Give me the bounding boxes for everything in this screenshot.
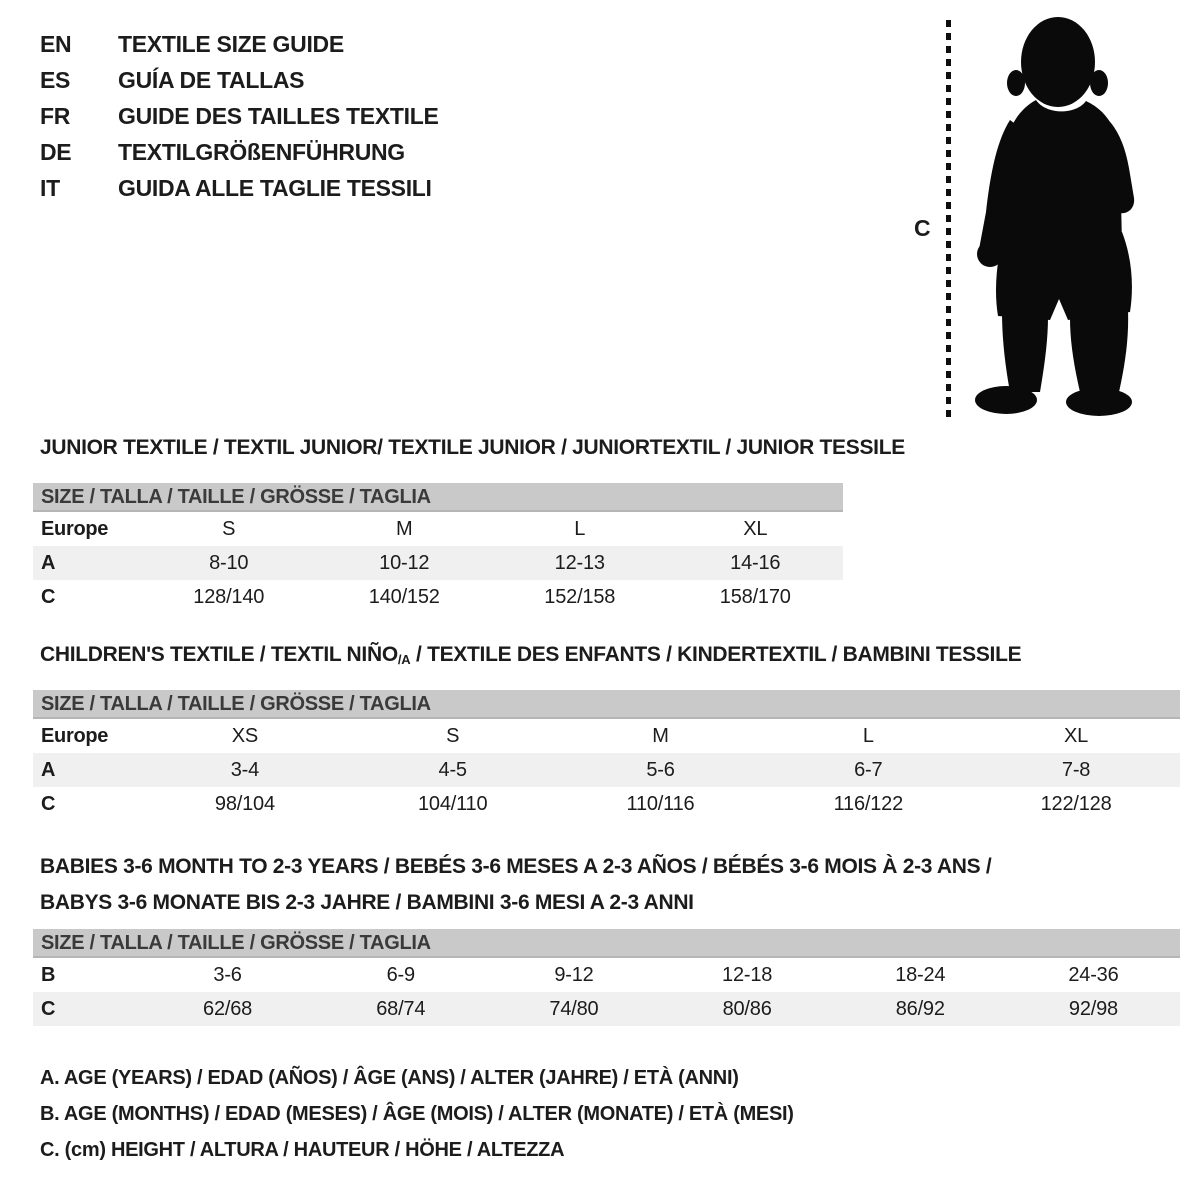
height-measure-dashed-line (946, 20, 951, 417)
table-cell: 68/74 (376, 997, 426, 1020)
babies-title-line1: BABIES 3-6 MONTH TO 2-3 YEARS / BEBÉS 3-6 MESES A 2-3 AÑOS / BÉBÉS 3-6 MOIS À 2-3 ANS / (40, 855, 992, 878)
size-header-bar: SIZE / TALLA / TAILLE / GRÖSSE / TAGLIA (33, 690, 1180, 719)
table-cell: 110/116 (626, 792, 695, 815)
table-cell: 7-8 (1061, 758, 1091, 781)
language-title: TEXTILE SIZE GUIDE (118, 31, 344, 57)
language-row-de (40, 134, 439, 170)
table-cell: 152/158 (544, 585, 616, 608)
row-label: A (41, 551, 56, 574)
language-title: GUÍA DE TALLAS (118, 67, 305, 93)
language-code: IT (40, 175, 60, 201)
language-row-it (40, 170, 439, 206)
table-cell: 80/86 (722, 997, 772, 1020)
table-cell: 104/110 (417, 792, 488, 815)
language-code: ES (40, 67, 71, 93)
table-cell: 116/122 (833, 792, 903, 815)
table-cell: 140/152 (368, 585, 440, 608)
table-cell: 86/92 (895, 997, 945, 1020)
table-cell: S (446, 724, 460, 747)
row-label: C (41, 792, 56, 815)
table-cell: 92/98 (1068, 997, 1118, 1020)
size-header-bar: SIZE / TALLA / TAILLE / GRÖSSE / TAGLIA (33, 929, 1180, 958)
table-row-c (33, 580, 843, 614)
table-cell: M (652, 724, 669, 747)
table-cell: 3-4 (230, 758, 260, 781)
table-cell: 12-13 (554, 551, 605, 574)
table-cell: 12-18 (722, 963, 773, 986)
row-label: C (41, 585, 56, 608)
language-title: GUIDA ALLE TAGLIE TESSILI (118, 175, 432, 201)
children-title-prefix: CHILDREN'S TEXTILE / TEXTIL NIÑO (40, 643, 398, 666)
babies-section-title (40, 849, 991, 921)
children-title-subscript: /A (397, 652, 411, 667)
table-cell: L (574, 517, 586, 540)
table-cell: 5-6 (646, 758, 675, 781)
table-cell: 74/80 (549, 997, 599, 1020)
size-header-bar: SIZE / TALLA / TAILLE / GRÖSSE / TAGLIA (33, 483, 843, 512)
table-row-europe (33, 719, 1180, 753)
language-title: TEXTILGRÖßENFÜHRUNG (118, 139, 405, 165)
table-cell: M (396, 517, 413, 540)
junior-section-title: JUNIOR TEXTILE / TEXTIL JUNIOR/ TEXTILE JUNIOR / JUNIORTEXTIL / JUNIOR TESSILE (40, 436, 905, 459)
language-code: EN (40, 31, 72, 57)
height-measure-label: C (914, 215, 931, 241)
language-row-en (40, 26, 439, 62)
children-size-table (33, 690, 1180, 821)
legend-line-age-months: B. AGE (MONTHS) / EDAD (MESES) / ÂGE (MOIS) / ALTER (MONATE) / ETÀ (MESI) (40, 1103, 794, 1125)
table-cell: 6-9 (386, 963, 415, 986)
table-cell: 98/104 (214, 792, 275, 815)
babies-size-table (33, 929, 1180, 1026)
language-row-fr (40, 98, 439, 134)
row-label: C (41, 997, 56, 1020)
table-row-a (33, 753, 1180, 787)
table-cell: 128/140 (193, 585, 265, 608)
language-code: DE (40, 139, 72, 165)
row-label: A (41, 758, 56, 781)
table-cell: XL (1064, 724, 1089, 747)
row-label: Europe (41, 517, 109, 540)
table-row-c (33, 992, 1180, 1026)
row-label: B (41, 963, 56, 986)
table-cell: 8-10 (209, 551, 249, 574)
table-cell: 4-5 (438, 758, 467, 781)
junior-size-table (33, 483, 843, 614)
table-cell: 9-12 (554, 963, 594, 986)
table-cell: 24-36 (1068, 963, 1119, 986)
table-cell: 10-12 (379, 551, 430, 574)
language-row-es (40, 62, 439, 98)
legend-line-height-cm: C. (cm) HEIGHT / ALTURA / HAUTEUR / HÖHE / ALTEZZA (40, 1139, 565, 1161)
babies-title-line2: BABYS 3-6 MONATE BIS 2-3 JAHRE / BAMBINI 3-6 MESI A 2-3 ANNI (40, 891, 694, 914)
children-title-suffix: / TEXTILE DES ENFANTS / KINDERTEXTIL / BAMBINI TESSILE (410, 643, 1022, 666)
language-code: FR (40, 103, 71, 129)
children-section-title (40, 643, 1021, 669)
table-row-europe (33, 512, 843, 546)
table-cell: XS (231, 724, 259, 747)
table-cell: 158/170 (719, 585, 791, 608)
legend-line-age-years: A. AGE (YEARS) / EDAD (AÑOS) / ÂGE (ANS) / ALTER (JAHRE) / ETÀ (ANNI) (40, 1067, 739, 1089)
table-cell: 6-7 (854, 758, 883, 781)
table-row-b (33, 958, 1180, 992)
table-cell: 122/128 (1040, 792, 1112, 815)
table-cell: 62/68 (203, 997, 253, 1020)
table-cell: 3-6 (213, 963, 242, 986)
row-label: Europe (41, 724, 109, 747)
table-cell: L (862, 724, 874, 747)
table-cell: S (222, 517, 236, 540)
language-list (40, 26, 439, 206)
table-cell: XL (743, 517, 768, 540)
language-title: GUIDE DES TAILLES TEXTILE (118, 103, 439, 129)
toddler-silhouette-icon (958, 12, 1143, 422)
legend (40, 1068, 794, 1176)
table-cell: 18-24 (895, 963, 946, 986)
table-row-a (33, 546, 843, 580)
table-row-c (33, 787, 1180, 821)
table-cell: 14-16 (730, 551, 781, 574)
